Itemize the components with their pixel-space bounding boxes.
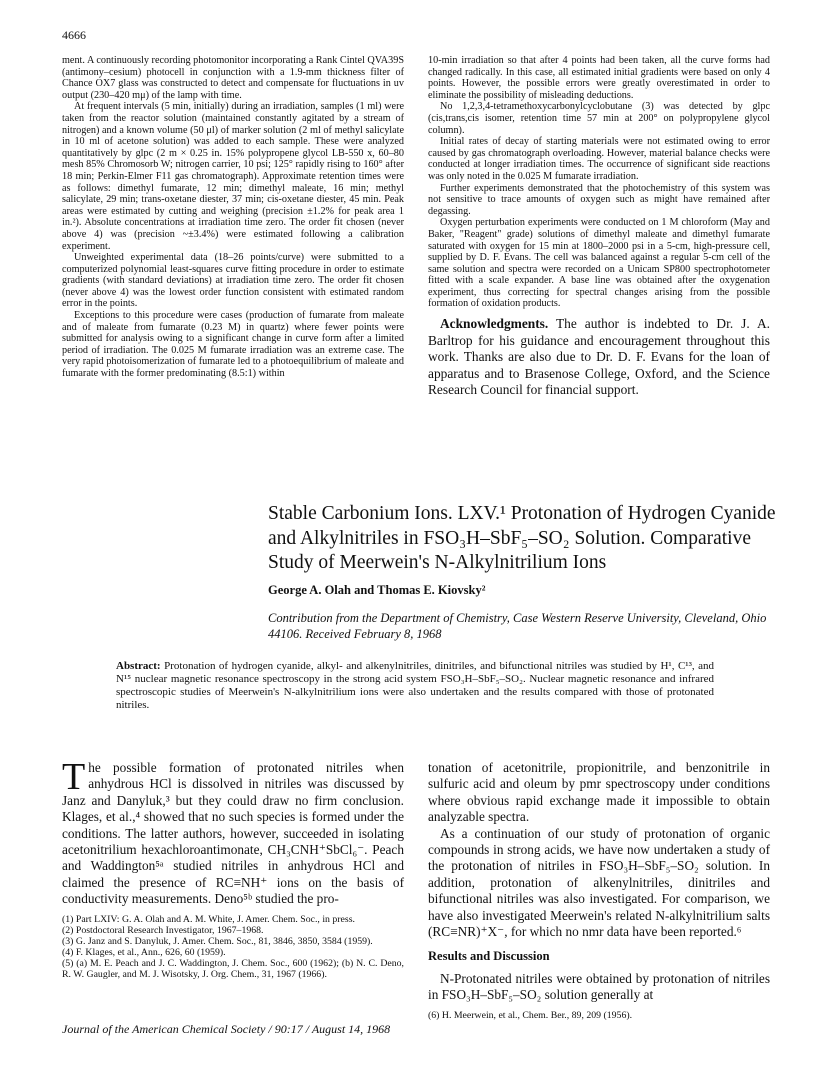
journal-footer: Journal of the American Chemical Society / 90:17 / August 14, 1968 (62, 1022, 391, 1036)
acknowledgments-heading: Acknowledgments. (440, 316, 549, 332)
footnote: (1) Part LXIV: G. A. Olah and A. M. White, J. Amer. Chem. Soc., in press. (62, 913, 355, 925)
body-left-column (62, 756, 404, 980)
paragraph: Exceptions to this procedure were cases (production of fumarate from maleate and of maleate from fumarate (0.23 M) in quartz) where fewer points were submitted for analysis owing to a significant change in curve form after a limited period of irradiation. The 0.025 M fumarate irradiation was an extreme case. The very rapid photoisomerization of fumarate led to a photoequilibrium of maleate and fumarate with the former predominating (8.5:1) within (62, 310, 404, 380)
paragraph: Oxygen perturbation experiments were conducted on 1 M chloroform (May and Baker, "Reagent" grade) solutions of dimethyl maleate and dimethyl fumarate saturated with oxygen for 15 min at 1800–2000 psi in a 5-cm, high-pressure cell, supplied by D. F. Evans. The cell was balanced against a regular 5-cm cell of the same solution and spectra were recorded on a Unicam SP800 spectrophotometer fitted with a scale expander. A base line was obtained after the oxygenation experiment, thus correcting for spectral changes arising from the possible formation of oxidation products. (428, 217, 770, 310)
experimental-left-column (62, 55, 404, 380)
experimental-right-column (428, 55, 770, 399)
paragraph: At frequent intervals (5 min, initially) during an irradiation, samples (1 ml) were taken from the reactor solution (maintained constantly agitated by a stream of nitrogen) and a known volume (50 μl) of marker solution (2 ml of methyl salicylate in 10 ml of acetone solution) was added to each sample. These were analyzed quantitatively by glpc (2 m × 0.25 in. 15% polypropene glycol LB-550 x, 60–80 mesh 85% Chromosorb W; nitrogen carrier, 10 psi; 125° rapidly rising to 160° after 18 min; Perkin-Elmer F11 gas chromatograph). Approximate retention times were as follows: dimethyl fumarate, 12 min; dimethyl maleate, 16 min; methyl salicylate, 29 min; trans-oxetane diester, 37 min; cis-oxetane diester, 45 min. Peak areas were estimated by cutting and weighing (precision ±1.2% for peak area 1 in.²). Absolute concentrations at irradiation time zero. The order fit chosen (never above 4) was (precision ~±3.4%) were estimated following a calibration experiment. (62, 101, 404, 252)
article-title: Stable Carbonium Ions. LXV.¹ Protonation of Hydrogen Cyanide and Alkylnitriles in FSO₃H–SbF₅–SO₂ Solution. Comparative Study of Meerwein's N-Alkylnitrilium Ions (268, 503, 776, 573)
acknowledgments-text: The author is indebted to Dr. J. A. Barltrop for his guidance and encouragement throughout this work. Thanks are also due to Dr. D. F. Evans for the loan of apparatus and to Brasenose College, Oxford, and the Science Research Council for financial support. (428, 316, 770, 398)
footnotes (62, 914, 404, 980)
paragraph: ment. A continuously recording photomonitor incorporating a Rank Cintel QVA39S (antimony–cesium) photocell in conjunction with a 1.9-mm thickness filter of Chance OX7 glass was constructed to detect and compensate for fluctuations in uv output (230–420 mμ) of the lamp with time. (62, 55, 404, 101)
paragraph: 10-min irradiation so that after 4 points had been taken, all the curve forms had changed radically. In this case, all estimated initial gradients were based on only 4 points. However, the possible errors were greatly overestimated in order to eliminate the possibility of misleading deductions. (428, 55, 770, 101)
footnotes (428, 1010, 770, 1021)
footnote: (5) (a) M. E. Peach and J. C. Waddington, J. Chem. Soc., 600 (1962); (b) N. C. Deno, R. W. Gaugler, and M. J. Wisotsky, J. Org. Chem., 31, 1967 (1966). (62, 957, 404, 980)
abstract (116, 660, 714, 712)
page-number: 4666 (62, 28, 86, 42)
footnote: (2) Postdoctoral Research Investigator, 1967–1968. (62, 924, 264, 936)
abstract-text: Protonation of hydrogen cyanide, alkyl- and alkenylnitriles, dinitriles, and bifunctional nitriles was studied by H¹, C¹³, and N¹⁵ nuclear magnetic resonance spectroscopy in the strong acid system FSO₃H–SbF₅–SO₂. Nuclear magnetic resonance and infrared spectroscopic studies of Meerwein's N-alkylnitrilium ions were also undertaken and the results compared with those of protonated nitriles. (116, 660, 715, 711)
paragraph: tonation of acetonitrile, propionitrile, and benzonitrile in sulfuric acid and oleum by pmr spectroscopy under conditions where obvious rapid exchange made it impossible to obtain analyzable spectra. (428, 760, 770, 825)
paragraph: Initial rates of decay of starting materials were not estimated owing to error caused by gas chromatograph overloading. However, material balance checks were conducted at longer irradiation times. The occurrence of significant side reactions was only noted in the 0.025 M fumarate irradiation. (428, 136, 770, 182)
intro-paragraph (62, 756, 404, 908)
paragraph: Further experiments demonstrated that the photochemistry of this system was not sensitive to trace amounts of oxygen such as might have remained after degassing. (428, 182, 770, 217)
footnote: (4) F. Klages, et al., Ann., 626, 60 (1959). (62, 946, 226, 958)
footnote: (3) G. Janz and S. Danyluk, J. Amer. Chem. Soc., 81, 3846, 3850, 3584 (1959). (62, 935, 373, 947)
drop-cap: T (62, 756, 86, 798)
authors: George A. Olah and Thomas E. Kiovsky² (268, 583, 486, 597)
paragraph: No 1,2,3,4-tetramethoxycarbonylcyclobutane (3) was detected by glpc (cis,trans,cis isomer, retention time 57 min at 200° on polypropylene glycol column). (428, 101, 770, 136)
paragraph: As a continuation of our study of protonation of organic compounds in strong acids, we have now undertaken a study of the protonation of nitriles in FSO₃H–SbF₅–SO₂ solution. In addition, protonation of alkenylnitriles, dinitriles and bifunctional nitriles was also investigated. For comparison, we have also investigated Meerwein's related N-alkylnitrilium salts (RC≡NR)⁺X⁻, for which no nmr data have been reported.⁶ (428, 825, 770, 940)
intro-text: he possible formation of protonated nitriles when anhydrous HCl is dissolved in nitriles was discussed by Janz and Danyluk,³ but they could draw no firm conclusion. Klages, et al.,⁴ showed that no such species is formed under the conditions. The latter authors, however, succeeded in isolating acetonitrilium hexachloroantimonate, CH₃CNH⁺SbCl₆⁻. Peach and Waddington⁵ᵃ studied nitriles in anhydrous HCl and claimed the presence of RC≡NH⁺ ions on the basis of conductivity measurements. Deno⁵ᵇ studied the pro- (62, 760, 404, 907)
footnote: (6) H. Meerwein, et al., Chem. Ber., 89, 209 (1956). (428, 1009, 633, 1021)
affiliation: Contribution from the Department of Chemistry, Case Western Reserve University, Cleveland, Ohio 44106. Received February 8, 1968 (268, 611, 767, 641)
body-right-column (428, 760, 770, 1021)
abstract-heading: Abstract: (116, 660, 161, 672)
paragraph: N-Protonated nitriles were obtained by protonation of nitriles in FSO₃H–SbF₅–SO₂ solution generally at (428, 970, 770, 1003)
paragraph: Unweighted experimental data (18–26 points/curve) were submitted to a computerized polynomial least-squares curve fitting procedure in order to estimate gradients (with standard deviations) at irradiation time zero. The order fit chosen (never above 4) was the lowest order function consistent with estimated random error in the points. (62, 252, 404, 310)
section-heading: Results and Discussion (428, 949, 550, 964)
acknowledgments (428, 316, 770, 399)
